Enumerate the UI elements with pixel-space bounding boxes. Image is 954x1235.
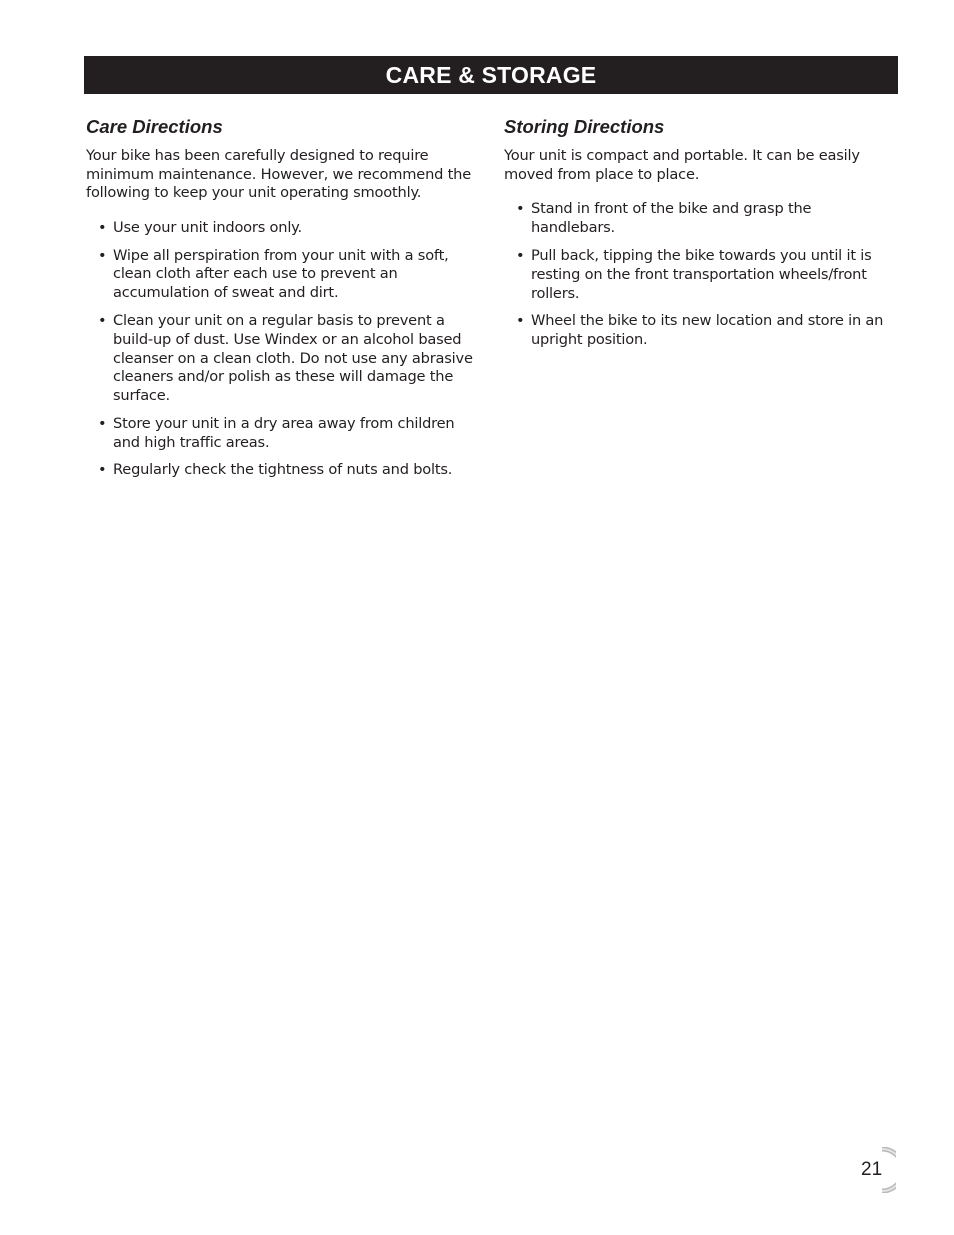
storing-directions-list bbox=[504, 200, 896, 349]
bullet-icon: • bbox=[98, 219, 107, 237]
list-item: • Use your unit indoors only. bbox=[98, 219, 302, 237]
care-directions-column bbox=[86, 116, 482, 488]
storing-directions-heading: Storing Directions bbox=[504, 116, 665, 137]
list-item: • Stand in front of the bike and grasp the handlebars. bbox=[516, 200, 812, 237]
bullet-icon: • bbox=[98, 246, 107, 264]
list-item: • Wheel the bike to its new location and store in an upright position. bbox=[516, 311, 884, 348]
care-directions-list bbox=[86, 219, 482, 480]
list-item: • Wipe all perspiration from your unit with a soft, clean cloth after each use to prevent an accumulation of sweat and dirt. bbox=[98, 246, 449, 302]
page-number: 21 bbox=[861, 1159, 883, 1180]
storing-directions-column bbox=[504, 116, 896, 358]
bullet-icon: • bbox=[98, 311, 107, 329]
care-directions-heading: Care Directions bbox=[86, 116, 223, 137]
page-title: CARE & STORAGE bbox=[385, 61, 597, 88]
bullet-icon: • bbox=[516, 311, 525, 329]
care-directions-intro: Your bike has been carefully designed to require minimum maintenance. However, we recommend the following to keep your unit operating smoothly. bbox=[86, 147, 471, 202]
section-banner bbox=[84, 56, 898, 94]
bullet-icon: • bbox=[516, 200, 525, 218]
bullet-icon: • bbox=[98, 461, 107, 479]
list-item: • Clean your unit on a regular basis to prevent a build-up of dust. Use Windex or an alcohol based cleanser on a clean cloth. Do not use any abrasive cleaners and/or polish as these will damage the surface. bbox=[98, 311, 473, 405]
list-item: • Regularly check the tightness of nuts and bolts. bbox=[98, 461, 453, 479]
storing-directions-intro: Your unit is compact and portable. It can be easily moved from place to place. bbox=[504, 147, 860, 183]
page-number-badge bbox=[846, 1147, 896, 1193]
bullet-icon: • bbox=[516, 246, 525, 264]
list-item: • Pull back, tipping the bike towards you until it is resting on the front transportation wheels/front rollers. bbox=[516, 246, 872, 302]
list-item: • Store your unit in a dry area away from children and high traffic areas. bbox=[98, 414, 455, 451]
bullet-icon: • bbox=[98, 414, 107, 432]
